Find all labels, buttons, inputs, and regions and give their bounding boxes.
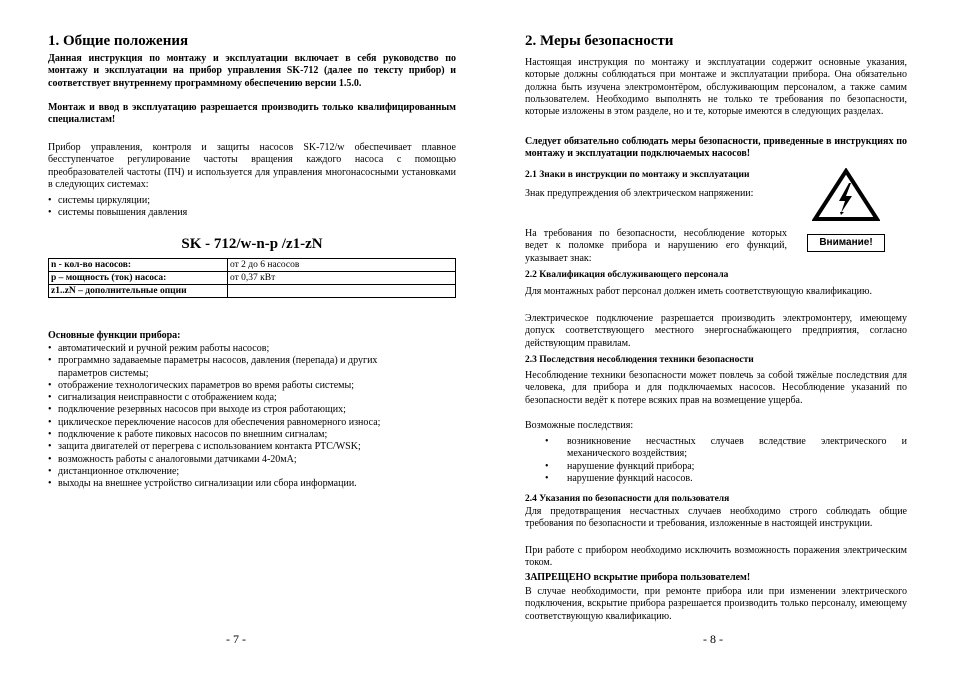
list-item: • системы повышения давления (48, 207, 456, 219)
table-key: p – мощность (ток) насоса: (49, 272, 228, 285)
table-key: z1..zN – дополнительные опции (49, 285, 228, 298)
table-row (49, 285, 456, 298)
subsection-2-2-title: 2.2 Квалификация обслуживающего персонала (525, 270, 729, 280)
page-number: - 8 - (703, 632, 723, 646)
consequences-list (525, 436, 907, 485)
table-row (49, 272, 456, 285)
subsection-2-4-title: 2.4 Указания по безопасности для пользователя (525, 494, 730, 504)
safety-intro-bold: Следует обязательно соблюдать меры безопасности, приведенные в инструкциях по монтажу и эксплуатации подключаемых насосов! (525, 136, 907, 160)
safety-intro: Настоящая инструкция по монтажу и эксплуатации содержит основные указания, которые должны соблюдаться при монтаже и эксплуатации прибора. Она обязательно должна быть изучена электромонтёром, обслуживающим персоналом, а также самим пользователем. Необходимо выполнять не только те требования по безопасности, которые изложены в этом разделе, но и те, которые имеются в следующих разделах. (525, 57, 907, 118)
consequences-list-title: Возможные последствия: (525, 420, 634, 431)
voltage-sign-text: Знак предупреждения об электрическом напряжении: (525, 188, 754, 199)
list-item: • автоматический и ручной режим работы насосов; (48, 343, 428, 355)
table-value: от 2 до 6 насосов (228, 259, 456, 272)
spec-table (48, 258, 456, 298)
functions-title: Основные функции прибора: (48, 330, 181, 341)
attention-badge: Внимание! (807, 234, 885, 252)
table-value: от 0,37 кВт (228, 272, 456, 285)
forbidden-notice: ЗАПРЕЩЕНО вскрытие прибора пользователем! (525, 572, 751, 583)
list-item: • нарушение функций насосов. (525, 473, 907, 485)
table-key: n - кол-во насосов: (49, 259, 228, 272)
systems-list (48, 195, 456, 220)
list-item: • дистанционное отключение; (48, 466, 428, 478)
list-item: • защита двигателей от перегрева с использованием контакта PTC/WSK; (48, 441, 428, 453)
list-item: • сигнализация неисправности с отображением кода; (48, 392, 428, 404)
list-item: • программно задаваемые параметры насосов, давления (перепада) и других параметров системы; (48, 355, 428, 380)
warning-sign-text: На требования по безопасности, несоблюдение которых ведет к поломке прибора и нарушению его функций, указывает знак: (525, 228, 787, 264)
list-item: • подключение к работе пиковых насосов по внешним сигналам; (48, 429, 428, 441)
list-item: • возможность работы с аналоговыми датчиками 4-20мА; (48, 454, 428, 466)
section-1-title: 1. Общие положения (48, 33, 189, 49)
list-item: • системы циркуляции; (48, 195, 456, 207)
list-item: • нарушение функций прибора; (525, 461, 907, 473)
high-voltage-warning-icon (812, 168, 880, 222)
consequences-text: Несоблюдение техники безопасности может повлечь за собой тяжёлые последствия для человека, для прибора и для подключаемых насосов. Несоблюдение указаний по безопасности ведёт к потере всяких прав на возмещение ущерба. (525, 370, 907, 406)
user-safety-text-3: В случае необходимости, при ремонте прибора или при изменении электрического подключения, вскрытие прибора разрешается производить только персоналу, имеющему соответствующую квалификацию. (525, 586, 907, 622)
list-item: • подключение резервных насосов при выходе из строя работающих; (48, 404, 428, 416)
page-number: - 7 - (226, 632, 246, 646)
table-value (228, 285, 456, 298)
table-row (49, 259, 456, 272)
intro-bold: Данная инструкция по монтажу и эксплуатации включает в себя руководство по монтажу и эксплуатации на прибор управления SK-712 (далее по тексту прибор) и соответствует внутреннему программному обеспечению версии 1.5.0. (48, 53, 456, 89)
section-2-title: 2. Меры безопасности (525, 33, 674, 49)
user-safety-text-2: При работе с прибором необходимо исключить возможность поражения электрическим током. (525, 545, 907, 569)
list-item: • выходы на внешнее устройство сигнализации или сбора информации. (48, 478, 428, 490)
device-description: Прибор управления, контроля и защиты насосов SK-712/w обеспечивает плавное бесступенчатое регулирование частоты вращения каждого насоса с помощью преобразователей частоты (ПЧ) и используется для управления многонасосными установками в следующих системах: (48, 142, 456, 190)
qualification-text-1: Для монтажных работ персонал должен иметь соответствующую квалификацию. (525, 286, 872, 297)
user-safety-text-1: Для предотвращения несчастных случаев необходимо строго соблюдать общие требования по безопасности и требования, изложенные в настоящей инструкции. (525, 506, 907, 530)
subsection-2-1-title: 2.1 Знаки в инструкции по монтажу и эксплуатации (525, 170, 750, 180)
functions-list (48, 343, 428, 491)
list-item: • циклическое переключение насосов для обеспечения равномерного износа; (48, 417, 428, 429)
list-item: • возникновение несчастных случаев вследствие электрического и механического воздействия; (525, 436, 907, 461)
model-code: SK - 712/w-n-p /z1-zN (181, 236, 323, 252)
qualification-text-2: Электрическое подключение разрешается производить электромонтеру, имеющему допуск соответствующего местного энергоснабжающего предприятия, согласно действующим правилам. (525, 313, 907, 349)
list-item: • отображение технологических параметров во время работы системы; (48, 380, 428, 392)
intro-bold-2: Монтаж и ввод в эксплуатацию разрешается производить только квалифицированным специалистам! (48, 102, 456, 126)
subsection-2-3-title: 2.3 Последствия несоблюдения техники безопасности (525, 355, 754, 365)
